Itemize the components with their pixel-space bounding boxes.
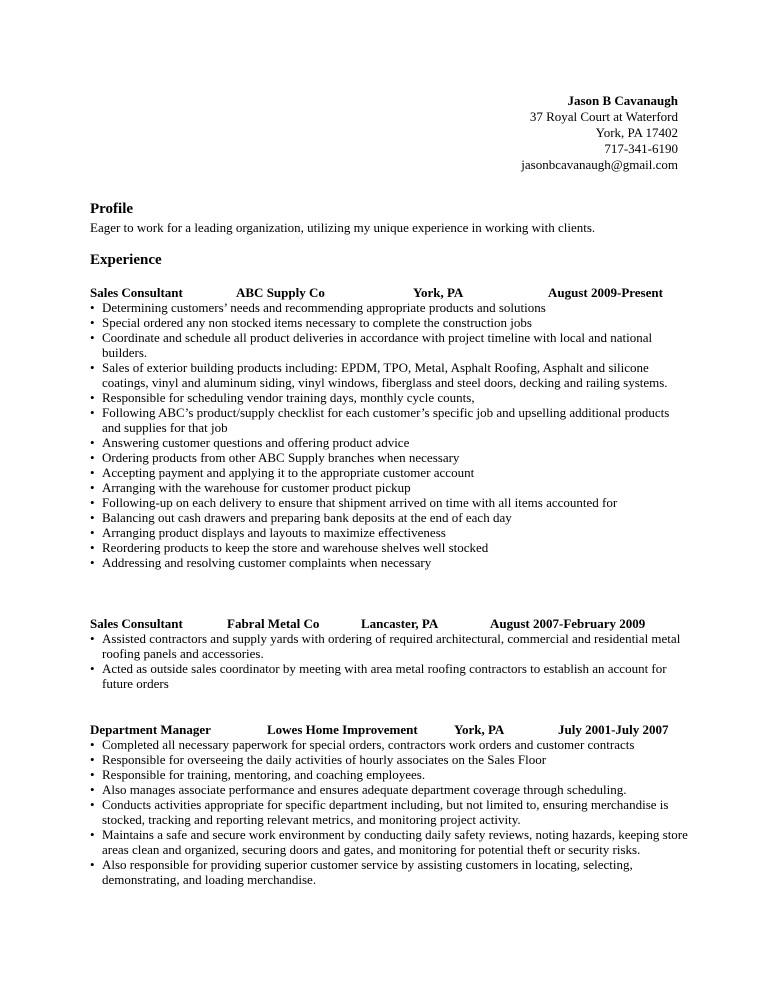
list-item: • Conducts activities appropriate for specific department including, but not limited to, ensuring merchandise is stocked, tracking and reporting relevant metrics, and monitoring project activity. bbox=[90, 797, 690, 827]
list-item: • Also responsible for providing superior customer service by assisting customers in locating, selecting, demonstrating, and loading merchandise. bbox=[90, 857, 690, 887]
job-title: Sales Consultant bbox=[90, 285, 183, 300]
job-dates: August 2009-Present bbox=[548, 285, 663, 300]
list-item: • Ordering products from other ABC Supply branches when necessary bbox=[90, 450, 690, 465]
profile-text: Eager to work for a leading organization, utilizing my unique experience in working with clients. bbox=[90, 220, 596, 235]
list-item: • Balancing out cash drawers and preparing bank deposits at the end of each day bbox=[90, 510, 690, 525]
job-header bbox=[90, 616, 690, 631]
list-item: • Responsible for overseeing the daily activities of hourly associates on the Sales Floor bbox=[90, 752, 690, 767]
job-title: Sales Consultant bbox=[90, 616, 183, 631]
job-location: York, PA bbox=[454, 722, 505, 737]
list-item: • Accepting payment and applying it to the appropriate customer account bbox=[90, 465, 690, 480]
list-item: • Following ABC’s product/supply checklist for each customer’s specific job and upselling additional products and supplies for that job bbox=[90, 405, 690, 435]
job-fabral-metal bbox=[90, 616, 690, 691]
list-item: • Also manages associate performance and ensures adequate department coverage through scheduling. bbox=[90, 782, 690, 797]
list-item: • Answering customer questions and offering product advice bbox=[90, 435, 690, 450]
list-item: • Reordering products to keep the store and warehouse shelves well stocked bbox=[90, 540, 690, 555]
job-lowes bbox=[90, 722, 690, 887]
contact-header bbox=[521, 93, 678, 173]
job-company: Fabral Metal Co bbox=[227, 616, 320, 631]
list-item: • Responsible for training, mentoring, and coaching employees. bbox=[90, 767, 690, 782]
list-item: • Assisted contractors and supply yards with ordering of required architectural, commercial and residential metal roofing panels and accessories. bbox=[90, 631, 690, 661]
job-company: ABC Supply Co bbox=[236, 285, 325, 300]
contact-phone: 717-341-6190 bbox=[604, 141, 678, 156]
list-item: • Responsible for scheduling vendor training days, monthly cycle counts, bbox=[90, 390, 690, 405]
list-item: • Acted as outside sales coordinator by meeting with area metal roofing contractors to establish an account for future orders bbox=[90, 661, 690, 691]
job-bullet-list bbox=[90, 631, 690, 691]
list-item: • Determining customers’ needs and recommending appropriate products and solutions bbox=[90, 300, 690, 315]
profile-heading: Profile bbox=[90, 201, 134, 217]
contact-email: jasonbcavanaugh@gmail.com bbox=[521, 157, 678, 172]
job-bullet-list bbox=[90, 737, 690, 887]
contact-city: York, PA 17402 bbox=[595, 125, 678, 140]
list-item: • Completed all necessary paperwork for special orders, contractors work orders and customer contracts bbox=[90, 737, 690, 752]
contact-name: Jason B Cavanaugh bbox=[567, 93, 678, 108]
list-item: • Addressing and resolving customer complaints when necessary bbox=[90, 555, 690, 570]
job-location: Lancaster, PA bbox=[361, 616, 439, 631]
experience-heading: Experience bbox=[90, 252, 162, 268]
list-item: • Maintains a safe and secure work environment by conducting daily safety reviews, noting hazards, keeping store areas clean and organized, securing doors and gates, and monitoring for potential theft or security risks. bbox=[90, 827, 690, 857]
list-item: • Arranging product displays and layouts to maximize effectiveness bbox=[90, 525, 690, 540]
list-item: • Sales of exterior building products including: EPDM, TPO, Metal, Asphalt Roofing, Asphalt and silicone coatings, vinyl and aluminum siding, vinyl windows, fiberglass and steel doors, decking and railing systems. bbox=[90, 360, 690, 390]
job-company: Lowes Home Improvement bbox=[267, 722, 418, 737]
list-item: • Coordinate and schedule all product deliveries in accordance with project timeline with local and national builders. bbox=[90, 330, 690, 360]
list-item: • Following-up on each delivery to ensure that shipment arrived on time with all items accounted for bbox=[90, 495, 690, 510]
job-header bbox=[90, 285, 690, 300]
job-abc-supply bbox=[90, 285, 690, 570]
job-header bbox=[90, 722, 690, 737]
job-dates: August 2007-February 2009 bbox=[490, 616, 646, 631]
contact-street: 37 Royal Court at Waterford bbox=[529, 109, 678, 124]
job-dates: July 2001-July 2007 bbox=[558, 722, 669, 737]
list-item: • Arranging with the warehouse for customer product pickup bbox=[90, 480, 690, 495]
job-bullet-list bbox=[90, 300, 690, 570]
job-location: York, PA bbox=[413, 285, 464, 300]
list-item: • Special ordered any non stocked items necessary to complete the construction jobs bbox=[90, 315, 690, 330]
job-title: Department Manager bbox=[90, 722, 211, 737]
